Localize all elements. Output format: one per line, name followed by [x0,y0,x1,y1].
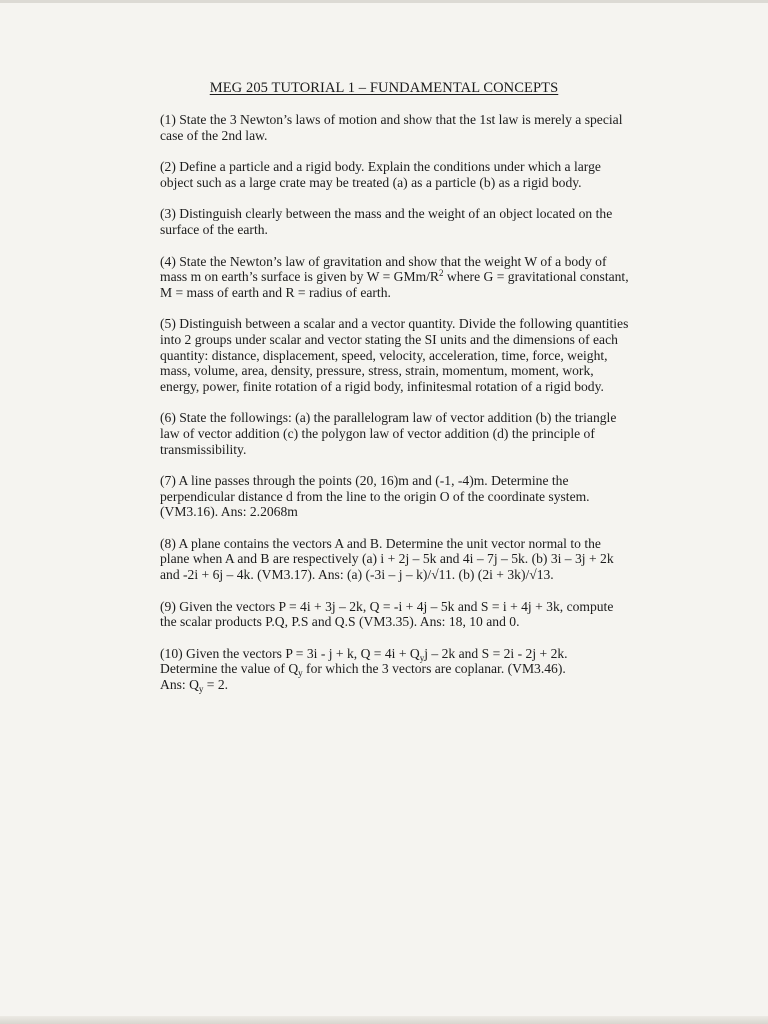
question-10-line-3-tail: = 2. [203,677,229,693]
question-8-line-2: plane when A and B are respectively (a) i + 2j – 5k and 4i – 7j – 5k. (b) 3i – 3j + 2k [160,551,614,567]
question-7-line-1: (7) A line passes through the points (20, 16)m and (-1, -4)m. Determine the [160,473,569,489]
question-9-line-1: (9) Given the vectors P = 4i + 3j – 2k, Q = -i + 4j – 5k and S = i + 4j + 3k, compute [160,598,614,614]
question-list [160,112,660,709]
question-10-line-2-tail: for which the 3 vectors are coplanar. (VM3.46). [302,661,566,677]
question-6-line-2: law of vector addition (c) the polygon law of vector addition (d) the principle of [160,425,595,441]
question-2-line-2: object such as a large crate may be treated (a) as a particle (b) as a rigid body. [160,174,582,190]
question-6-line-1: (6) State the followings: (a) the parallelogram law of vector addition (b) the triangle [160,410,617,426]
question-5 [160,316,660,394]
question-5-line-3: quantity: distance, displacement, speed, velocity, acceleration, time, force, weight, [160,347,608,363]
question-10-subscript-1: y [419,652,425,663]
question-10-line-3 [160,677,660,693]
question-4-line-2-text: mass m on earth’s surface is given by W = GMm/R [160,269,440,285]
page-top-edge [0,0,768,3]
question-6 [160,410,660,457]
question-4-exponent: 2 [439,268,444,279]
question-10-line-1-tail: j – 2k and S = 2i - 2j + 2k. [424,645,568,661]
question-4-line-1: (4) State the Newton’s law of gravitation and show that the weight W of a body of [160,253,607,269]
question-3 [160,206,660,237]
question-9 [160,599,660,630]
question-10-subscript-3: y [198,684,204,695]
question-4-line-2 [160,269,660,285]
question-10-line-1-text: (10) Given the vectors P = 3i - j + k, Q = 4i + Q [160,645,420,661]
question-2-line-1: (2) Define a particle and a rigid body. Explain the conditions under which a large [160,159,601,175]
question-6-line-3: transmissibility. [160,441,247,457]
question-3-line-1: (3) Distinguish clearly between the mass and the weight of an object located on the [160,206,613,222]
question-5-line-4: mass, volume, area, density, pressure, stress, strain, momentum, moment, work, [160,363,594,379]
question-10 [160,646,660,693]
question-1-line-1: (1) State the 3 Newton’s laws of motion and show that the 1st law is merely a special [160,112,623,127]
question-10-line-2-text: Determine the value of Q [160,661,299,677]
question-10-line-2 [160,661,660,677]
question-4-line-3: M = mass of earth and R = radius of earth. [160,284,391,300]
question-5-line-1: (5) Distinguish between a scalar and a vector quantity. Divide the following quantities [160,316,629,332]
question-4 [160,254,660,301]
question-8 [160,536,660,583]
question-1-line-2: case of the 2nd law. [160,127,268,143]
question-3-line-2: surface of the earth. [160,221,268,237]
question-7-line-2: perpendicular distance d from the line to the origin O of the coordinate system. [160,488,590,504]
question-2 [160,159,660,190]
question-8-line-1: (8) A plane contains the vectors A and B. Determine the unit vector normal to the [160,535,601,551]
question-5-line-2: into 2 groups under scalar and vector stating the SI units and the dimensions of each [160,331,618,347]
question-10-subscript-2: y [298,668,303,679]
question-9-line-2: the scalar products P.Q, P.S and Q.S (VM3.35). Ans: 18, 10 and 0. [160,614,520,630]
question-10-line-3-text: Ans: Q [160,677,199,693]
page-title: MEG 205 TUTORIAL 1 – FUNDAMENTAL CONCEPTS [209,80,559,96]
question-8-line-3: and -2i + 6j – 4k. (VM3.17). Ans: (a) (-3i – j – k)/√11. (b) (2i + 3k)/√13. [160,567,554,583]
question-10-line-1 [160,646,660,662]
question-7-line-3: (VM3.16). Ans: 2.2068m [160,504,298,520]
question-1 [160,112,660,143]
question-7 [160,473,660,520]
page-bottom-edge [0,1016,768,1024]
question-5-line-5: energy, power, finite rotation of a rigid body, infinitesmal rotation of a rigid body. [160,378,604,394]
question-4-line-2-tail: where G = gravitational constant, [443,269,629,285]
